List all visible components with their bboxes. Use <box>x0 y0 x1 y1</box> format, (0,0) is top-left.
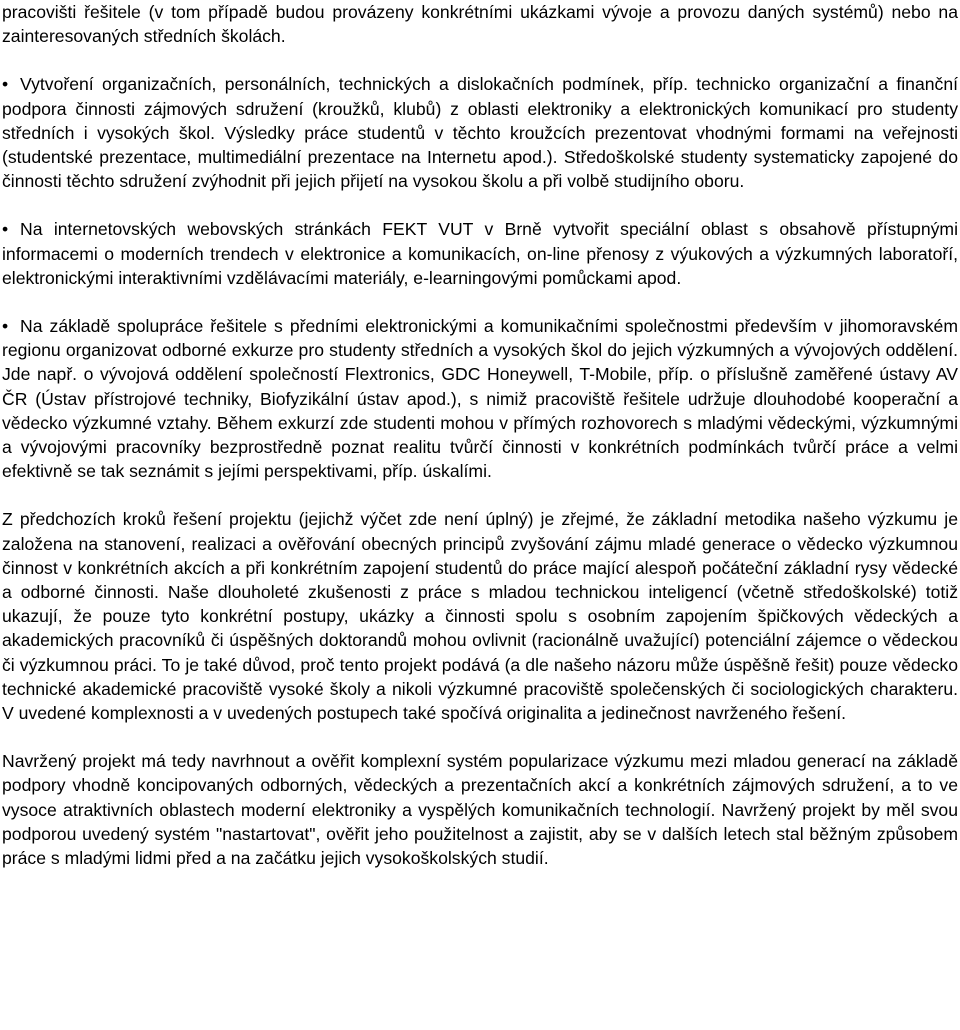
bullet-icon: • <box>2 316 9 337</box>
continuation-paragraph: pracovišti řešitele (v tom případě budou provázeny konkrétními ukázkami vývoje a provozu daných systémů) nebo na zainteresovaných středních školách. <box>2 2 958 47</box>
conclusion-paragraph: Z předchozích kroků řešení projektu (jejichž výčet zde není úplný) je zřejmé, že základní metodika našeho výzkumu je založena na stanovení, realizaci a ověřování obecných principů zvyšování zájmu mladé generace o vědecko výzkumnou činnost v konkrétních akcích a při konkrétním zapojení studentů do práce mající alespoň počáteční základní rysy vědecké a odborné činnosti. Naše dlouholeté zkušenosti z práce s mladou technickou inteligencí (včetně středoškolské) totiž ukazují, že pouze tyto konkrétní postupy, ukázky a činnosti spolu s osobním zapojením špičkových vědeckých a akademických pracovníků či úspěšných doktorandů mohou ovlivnit (racionálně uvažující) potenciální zájemce o vědeckou či výzkumnou práci. To je také důvod, proč tento projekt podává (a dle našeho názoru může úspěšně řešit) pouze vědecko technické akademické pracoviště vysoké školy a nikoli výzkumné pracoviště společenských či sociologických charakteru. V uvedené komplexnosti a v uvedených postupech také spočívá originalita a jedinečnost navrženého řešení. <box>2 509 958 724</box>
bullet-item-web <box>2 217 958 290</box>
bullet-icon: • <box>2 219 9 240</box>
paragraph-spacer <box>2 193 958 217</box>
proposal-paragraph: Navržený projekt má tedy navrhnout a ověřit komplexní systém popularizace výzkumu mezi mladou generací na základě podpory vhodně koncipovaných odborných, vědeckých a prezentačních akcí a konkrétních zájmových sdružení, a to ve vysoce atraktivních oblastech moderní elektroniky a vyspělých komunikačních technologií. Navržený projekt by měl svou podporou uvedený systém "nastartovat", ověřit jeho použitelnost a zajistit, aby se v dalších letech stal běžným způsobem práce s mladými lidmi před a na začátku jejich vysokoškolských studií. <box>2 751 958 869</box>
bullet-item-text: Na základě spolupráce řešitele s předními elektronickými a komunikačními společnostmi především v jihomoravském regionu organizovat odborné exkurze pro studenty středních a vysokých škol do jejich výzkumných a vývojových oddělení. Jde např. o vývojová oddělení společností Flextronics, GDC Honeywell, T-Mobile, příp. o příslušně zaměřené ústavy AV ČR (Ústav přístrojové techniky, Biofyzikální ústav apod.), s nimiž pracoviště řešitele udržuje dlouhodobé kooperační a vědecko výzkumné vztahy. Během exkurzí zde studenti mohou v přímých rozhovorech s mladými vědeckými, výzkumnými a vývojovými pracovníky bezprostředně poznat realitu tvůrčí činnosti v konkrétních podmínkách tvůrčí práce a velmi efektivně se tak seznámit s jejími perspektivami, příp. úskalími. <box>2 316 958 482</box>
bullet-item-excursions <box>2 314 958 483</box>
bullet-item-text: Na internetovských webovských stránkách FEKT VUT v Brně vytvořit speciální oblast s obsahově přístupnými informacemi o moderních trendech v elektronice a komunikacích, on-line přenosy z výukových a výzkumných laboratoří, elektronickými interaktivními vzdělávacími materiály, e-learningovými pomůckami apod. <box>2 219 958 288</box>
bullet-item-text: Vytvoření organizačních, personálních, technických a dislokačních podmínek, příp. technicko organizační a finanční podpora činnosti zájmových sdružení (kroužků, klubů) z oblasti elektroniky a elektronických komunikací pro studenty středních i vysokých škol. Výsledky práce studentů v těchto kroužcích prezentovat vhodnými formami na veřejnosti (studentské prezentace, multimediální prezentace na Internetu apod.). Středoškolské studenty systematicky zapojené do činnosti těchto sdružení zvýhodnit při jejich přijetí na vysokou školu a při volbě studijního oboru. <box>2 74 958 192</box>
paragraph-spacer <box>2 48 958 72</box>
bullet-item-clubs <box>2 72 958 193</box>
bullet-icon: • <box>2 74 9 95</box>
paragraph-spacer <box>2 725 958 749</box>
paragraph-spacer <box>2 483 958 507</box>
paragraph-spacer <box>2 290 958 314</box>
